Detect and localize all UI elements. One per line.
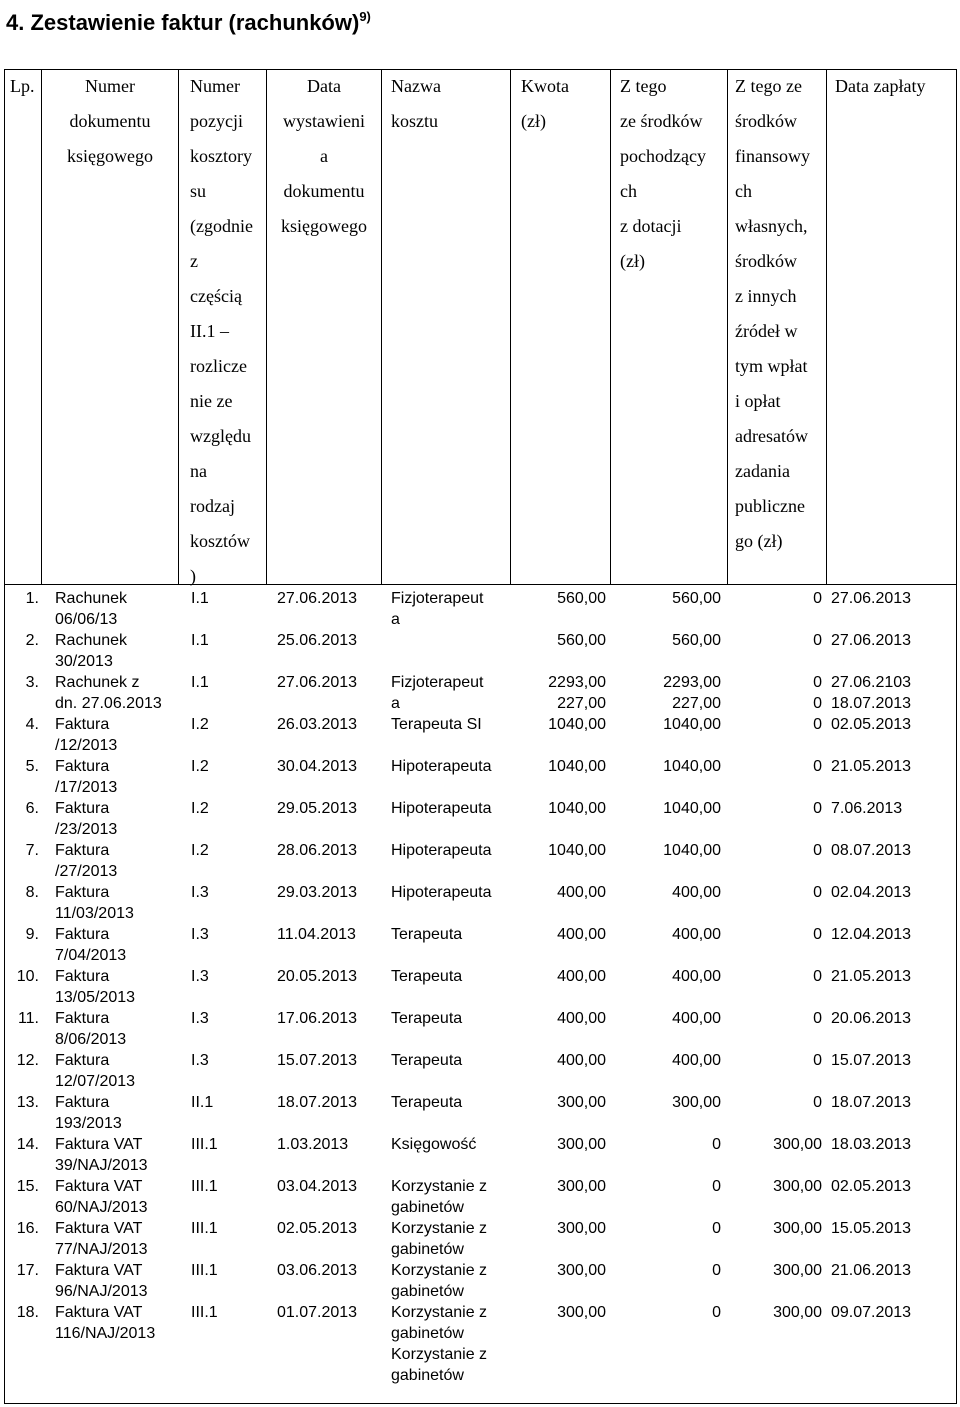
cell-nazwa-kosztu: Korzystanie z gabinetów [391,1262,488,1300]
cell-z-wlasnych: 0 0 [813,674,822,712]
cell-numer-pozycji: I.3 [191,1052,209,1069]
cell-data-zaplaty: 21.05.2013 [831,758,912,775]
cell-lp: 8. [25,884,39,901]
cell-z-dotacji: 1040,00 [663,758,721,775]
cell-z-dotacji: 300,00 [672,1094,721,1111]
cell-lp: 4. [25,716,39,733]
cell-numer-dokumentu: Faktura 12/07/2013 [55,1052,136,1090]
cell-numer-dokumentu: Faktura VAT 116/NAJ/2013 [55,1304,156,1342]
cell-lp: 14. [16,1136,39,1153]
cell-numer-pozycji: III.1 [191,1220,218,1237]
cell-kwota: 1040,00 [548,758,606,775]
cell-z-dotacji: 400,00 [672,1010,721,1027]
cell-z-dotacji: 0 [712,1262,721,1279]
cell-data-wystawienia: 28.06.2013 [277,842,358,859]
cell-kwota: 400,00 [557,1052,606,1069]
cell-data-zaplaty: 7.06.2013 [831,800,903,817]
cell-data-zaplaty: 02.05.2013 [831,716,912,733]
cell-nazwa-kosztu: Terapeuta [391,1094,463,1111]
column-divider [178,69,179,584]
cell-data-wystawienia: 17.06.2013 [277,1010,358,1027]
cell-numer-pozycji: I.3 [191,926,209,943]
cell-data-wystawienia: 11.04.2013 [277,926,356,943]
cell-kwota: 300,00 [557,1094,606,1111]
cell-z-wlasnych: 0 [813,968,822,985]
cell-data-zaplaty: 08.07.2013 [831,842,912,859]
cell-numer-dokumentu: Faktura VAT 39/NAJ/2013 [55,1136,148,1174]
cell-z-wlasnych: 0 [813,590,822,607]
cell-numer-dokumentu: Rachunek 30/2013 [55,632,128,670]
cell-data-wystawienia: 26.03.2013 [277,716,358,733]
cell-lp: 11. [17,1010,39,1027]
cell-z-dotacji: 2293,00 227,00 [663,674,721,712]
cell-numer-pozycji: III.1 [191,1262,218,1279]
cell-nazwa-kosztu: Korzystanie z gabinetów [391,1220,488,1258]
cell-numer-pozycji: II.1 [191,1094,214,1111]
cell-data-zaplaty: 27.06.2013 [831,632,912,649]
cell-data-zaplaty: 27.06.2013 [831,590,912,607]
cell-nazwa-kosztu: Fizjoterapeut a [391,674,484,712]
cell-data-zaplaty: 02.04.2013 [831,884,912,901]
cell-data-zaplaty: 18.03.2013 [831,1136,912,1153]
cell-data-wystawienia: 03.04.2013 [277,1178,358,1195]
cell-numer-dokumentu: Faktura VAT 60/NAJ/2013 [55,1178,148,1216]
cell-numer-pozycji: III.1 [191,1136,218,1153]
cell-kwota: 400,00 [557,1010,606,1027]
cell-numer-pozycji: I.1 [191,674,209,691]
cell-numer-dokumentu: Rachunek 06/06/13 [55,590,128,628]
cell-kwota: 300,00 [557,1220,606,1237]
cell-numer-dokumentu: Faktura /12/2013 [55,716,118,754]
cell-data-wystawienia: 27.06.2013 [277,674,358,691]
cell-nazwa-kosztu: Hipoterapeuta [391,884,492,901]
cell-kwota: 1040,00 [548,800,606,817]
cell-z-wlasnych: 0 [813,884,822,901]
cell-z-wlasnych: 0 [813,632,822,649]
cell-data-wystawienia: 25.06.2013 [277,632,358,649]
cell-lp: 12. [16,1052,39,1069]
cell-numer-pozycji: I.1 [191,632,209,649]
cell-kwota: 300,00 [557,1178,606,1195]
cell-lp: 5. [25,758,39,775]
cell-z-wlasnych: 0 [813,842,822,859]
cell-lp: 7. [25,842,39,859]
cell-z-dotacji: 0 [712,1304,721,1321]
cell-lp: 10. [16,968,39,985]
cell-numer-dokumentu: Faktura VAT 96/NAJ/2013 [55,1262,148,1300]
cell-numer-pozycji: I.3 [191,1010,209,1027]
cell-z-wlasnych: 300,00 [773,1220,822,1237]
cell-z-wlasnych: 0 [813,1094,822,1111]
footnote-ref: 9) [359,9,371,24]
cell-z-dotacji: 400,00 [672,968,721,985]
cell-kwota: 300,00 [557,1304,606,1321]
cell-numer-dokumentu: Faktura VAT 77/NAJ/2013 [55,1220,148,1258]
header-bottom-rule [4,584,957,585]
cell-data-wystawienia: 29.05.2013 [277,800,358,817]
cell-kwota: 560,00 [557,590,606,607]
cell-kwota: 560,00 [557,632,606,649]
cell-z-wlasnych: 0 [813,758,822,775]
cell-data-wystawienia: 20.05.2013 [277,968,358,985]
cell-lp: 15. [16,1178,39,1195]
cell-numer-dokumentu: Faktura 8/06/2013 [55,1010,127,1048]
cell-z-wlasnych: 300,00 [773,1262,822,1279]
cell-data-zaplaty: 12.04.2013 [831,926,912,943]
cell-nazwa-kosztu: Hipoterapeuta [391,800,492,817]
cell-numer-pozycji: I.1 [191,590,209,607]
cell-numer-pozycji: I.2 [191,758,209,775]
cell-z-dotacji: 0 [712,1136,721,1153]
cell-lp: 6. [25,800,39,817]
cell-z-wlasnych: 0 [813,1052,822,1069]
header-data-zaplaty: Data zapłaty [835,76,926,96]
header-z-wlasnych: Z tego ze środków finansowy ch własnych, środków z innych źródeł w tym wpłat i opłat adresatów zadania publiczne go (zł) [735,76,810,551]
cell-z-wlasnych: 0 [813,800,822,817]
cell-numer-dokumentu: Faktura /27/2013 [55,842,118,880]
column-divider [41,69,42,584]
cell-data-zaplaty: 02.05.2013 [831,1178,912,1195]
cell-lp: 9. [25,926,39,943]
cell-data-wystawienia: 27.06.2013 [277,590,358,607]
column-divider [826,69,827,584]
cell-z-wlasnych: 0 [813,716,822,733]
cell-kwota: 300,00 [557,1136,606,1153]
cell-numer-dokumentu: Faktura 13/05/2013 [55,968,136,1006]
header-z-dotacji: Z tego ze środków pochodzący ch z dotacji (zł) [620,76,706,271]
header-numer-dokumentu: Numer dokumentu księgowego [67,76,153,166]
cell-z-dotacji: 400,00 [672,884,721,901]
cell-data-zaplaty: 21.06.2013 [831,1262,912,1279]
cell-data-wystawienia: 01.07.2013 [277,1304,358,1321]
cell-z-dotacji: 1040,00 [663,842,721,859]
cell-numer-dokumentu: Faktura 11/03/2013 [55,884,134,922]
cell-z-dotacji: 1040,00 [663,716,721,733]
cell-data-zaplaty: 20.06.2013 [831,1010,912,1027]
cell-kwota: 400,00 [557,926,606,943]
cell-nazwa-kosztu: Fizjoterapeut a [391,590,484,628]
cell-nazwa-kosztu: Terapeuta [391,968,463,985]
cell-z-dotacji: 0 [712,1220,721,1237]
cell-kwota: 2293,00 227,00 [548,674,606,712]
cell-kwota: 400,00 [557,968,606,985]
column-divider [610,69,611,584]
header-data-wystawienia: Data wystawieni a dokumentu księgowego [281,76,367,236]
cell-lp: 13. [16,1094,39,1111]
header-numer-pozycji: Numer pozycji kosztory su (zgodnie z częścią II.1 – rozlicze nie ze względu na rodzaj kosztów ) [190,76,253,586]
cell-nazwa-kosztu: Terapeuta [391,1010,463,1027]
cell-data-wystawienia: 30.04.2013 [277,758,358,775]
cell-lp: 16. [16,1220,39,1237]
cell-lp: 1. [25,590,39,607]
section-title-text: 4. Zestawienie faktur (rachunków) [6,10,360,35]
cell-z-dotacji: 560,00 [672,590,721,607]
cell-lp: 2. [25,632,39,649]
cell-z-dotacji: 0 [712,1178,721,1195]
cell-nazwa-kosztu: Księgowość [391,1136,477,1153]
cell-nazwa-kosztu: Terapeuta [391,926,463,943]
cell-numer-pozycji: III.1 [191,1304,218,1321]
section-title [6,2,371,38]
cell-data-zaplaty: 21.05.2013 [831,968,912,985]
column-divider [381,69,382,584]
cell-data-zaplaty: 15.05.2013 [831,1220,912,1237]
cell-z-wlasnych: 300,00 [773,1136,822,1153]
header-kwota: Kwota (zł) [521,76,569,131]
cell-lp: 18. [16,1304,39,1321]
cell-data-wystawienia: 03.06.2013 [277,1262,358,1279]
cell-nazwa-kosztu: Hipoterapeuta [391,758,492,775]
cell-data-wystawienia: 15.07.2013 [277,1052,358,1069]
cell-nazwa-kosztu: Terapeuta [391,1052,463,1069]
cell-data-wystawienia: 29.03.2013 [277,884,358,901]
cell-data-zaplaty: 27.06.2103 18.07.2013 [831,674,912,712]
cell-kwota: 400,00 [557,884,606,901]
cell-lp: 17. [16,1262,39,1279]
cell-numer-pozycji: I.3 [191,968,209,985]
header-lp: Lp. [10,76,35,96]
cell-kwota: 1040,00 [548,716,606,733]
cell-z-wlasnych: 0 [813,926,822,943]
cell-numer-pozycji: I.3 [191,884,209,901]
cell-numer-dokumentu: Faktura /17/2013 [55,758,118,796]
column-divider [727,69,728,584]
cell-data-wystawienia: 1.03.2013 [277,1136,349,1153]
cell-data-zaplaty: 15.07.2013 [831,1052,912,1069]
cell-nazwa-kosztu: Korzystanie z gabinetów [391,1178,488,1216]
column-divider [266,69,267,584]
cell-kwota: 300,00 [557,1262,606,1279]
cell-z-dotacji: 1040,00 [663,800,721,817]
cell-z-wlasnych: 0 [813,1010,822,1027]
cell-z-dotacji: 560,00 [672,632,721,649]
cell-data-zaplaty: 18.07.2013 [831,1094,912,1111]
cell-numer-dokumentu: Faktura 193/2013 [55,1094,122,1132]
cell-z-dotacji: 400,00 [672,1052,721,1069]
cell-kwota: 1040,00 [548,842,606,859]
cell-z-dotacji: 400,00 [672,926,721,943]
cell-z-wlasnych: 300,00 [773,1304,822,1321]
cell-z-wlasnych: 300,00 [773,1178,822,1195]
cell-nazwa-kosztu: Korzystanie z gabinetów Korzystanie z gabinetów [391,1304,488,1384]
cell-nazwa-kosztu: Terapeuta SI [391,716,482,733]
cell-numer-pozycji: I.2 [191,800,209,817]
cell-numer-pozycji: III.1 [191,1178,218,1195]
cell-data-zaplaty: 09.07.2013 [831,1304,912,1321]
cell-numer-dokumentu: Faktura /23/2013 [55,800,118,838]
header-nazwa-kosztu: Nazwa kosztu [391,76,441,131]
cell-numer-pozycji: I.2 [191,842,209,859]
cell-data-wystawienia: 02.05.2013 [277,1220,358,1237]
cell-lp: 3. [25,674,39,691]
cell-numer-dokumentu: Rachunek z dn. 27.06.2013 [55,674,162,712]
column-divider [510,69,511,584]
cell-nazwa-kosztu: Hipoterapeuta [391,842,492,859]
cell-numer-pozycji: I.2 [191,716,209,733]
cell-numer-dokumentu: Faktura 7/04/2013 [55,926,127,964]
cell-data-wystawienia: 18.07.2013 [277,1094,358,1111]
